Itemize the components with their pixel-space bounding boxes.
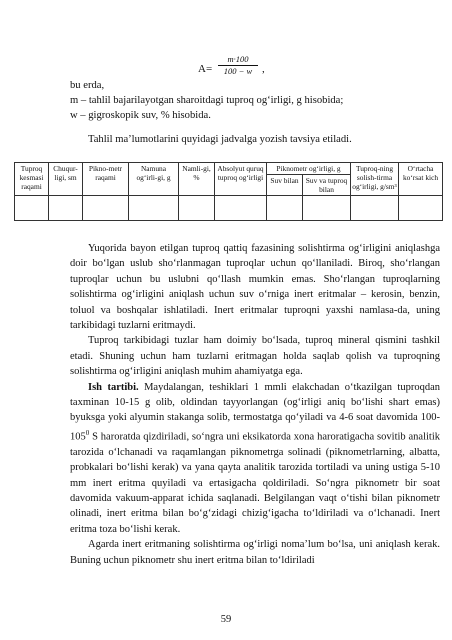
table-cell (399, 196, 443, 221)
header-cell: Chuqur-ligi, sm (49, 163, 83, 196)
header-cell: Tuproq kesmasi raqami (15, 163, 49, 196)
table-cell (179, 196, 215, 221)
definition-line: bu erda, (70, 80, 105, 91)
ish-tartibi-text: Maydalangan, teshiklari 1 mmli elakchadan o‘tkazilgan tuproqdan taxminan 10-15 g olib, oldindan tayyorlangan (og‘irligi aniq bo‘lishi shart emas) byuksga yoki alyumin stakanga solib, termostatga qo‘yiladi va 4-6 soat davomida 100-105 (70, 381, 440, 443)
degree-superscript: 0 (85, 428, 90, 437)
ish-tartibi-label: Ish tartibi. (88, 381, 139, 393)
subheader-cell: Suv bilan (267, 175, 303, 196)
body-text (70, 241, 440, 568)
formula-numerator: m·100 (227, 54, 249, 64)
definition-line: w – gigroskopik suv, % hisobida. (70, 110, 211, 121)
table-cell (49, 196, 83, 221)
subheader-cell: Suv va tuproq bilan (303, 175, 351, 196)
table-cell (215, 196, 267, 221)
header-cell: O‘rtacha ko‘rsat kich (399, 163, 443, 196)
table-cell (83, 196, 129, 221)
ish-tartibi-text-cont: S haroratda qizdiriladi, so‘ngra uni eksikatorda xona haroratigacha sovitib analitik tarozida o‘lchanadi va raqamlangan piknometrga solinadi (piknometrlarning, albatta, probkalari bo‘lishi kerak) va yana qayta analitik tarozida tortiladi va uning ustiga 5-10 mm inert eritma quyiladi va ertasigacha qoldiriladi. So‘ngra piknometr bir soat davomida vakuum-apparat ichida saqlanadi. Belgilangan vaqt o‘tishi bilan piknometr olinadi, inert eritma bilan bo‘g‘zidagi chizig‘igacha to‘ldiriladi va o‘lchanadi. Inert eritma toza bo‘lishi kerak. (70, 431, 440, 535)
header-cell: Pikno-metr raqami (83, 163, 129, 196)
paragraph: Tuproq tarkibidagi tuzlar ham doimiy bo‘lsada, tuproq mineral qismini tashkil etadi. Shuning uchun ham tuzlarni eritmagan holda saqlab qolish va tuproqning solishtirma og‘irligini aniqlash muhim ahamiyatga ega. (70, 335, 440, 378)
page-number: 59 (220, 614, 232, 625)
header-cell: Namli-gi, % (179, 163, 215, 196)
table-row (15, 196, 443, 221)
header-cell: Namuna og‘irli-gi, g (129, 163, 179, 196)
formula-fraction (216, 54, 260, 77)
paragraph: Agarda inert eritmaning solishtirma og‘irligi noma’lum bo‘lsa, uni aniqlash kerak. Buning uchun piknometr shu inert eritma bilan to‘ldiriladi (70, 539, 440, 566)
table-intro: Tahlil ma’lumotlarini quyidagi jadvalga yozish tavsiya etiladi. (88, 134, 352, 145)
table-cell (267, 196, 303, 221)
data-table (14, 162, 443, 221)
table-cell (303, 196, 351, 221)
formula-tail: , (262, 63, 265, 75)
formula-lhs: A= (198, 63, 213, 75)
table-header-row (15, 163, 443, 175)
formula-denominator: 100 − w (223, 66, 253, 76)
header-cell: Absolyut quruq tuproq og‘irligi (215, 163, 267, 196)
paragraph: Yuqorida bayon etilgan tuproq qattiq fazasining solishtirma og‘irligini aniqlashga doir bo‘lgan uslub sho‘rlanmagan tuproqlar uchun qo‘llaniladi. Biroq, sho‘rlangan tuproqlar uchun bu uslubni qo‘llash mumkin emas. Sho‘rlangan tuproqlarning solishtirma og‘irligini aniqlash uchun suv o‘rniga inert eritmalar – kerosin, benzin, toluol va boshqalar ishlatiladi. Inert eritmalar tuproqni yaxshi namlasa-da, uning tarkibidagi tuzlarni eritmaydi. (70, 243, 440, 332)
header-cell: Piknometr og‘irligi, g (267, 163, 351, 175)
header-cell: Tuproq-ning solish-tirma og‘irligi, g/sm³ (351, 163, 399, 196)
paragraph-ish-tartibi (70, 380, 440, 538)
table-cell (15, 196, 49, 221)
table-cell (129, 196, 179, 221)
definition-line: m – tahlil bajarilayotgan sharoitdagi tuproq og‘irligi, g hisobida; (70, 95, 344, 106)
table-cell (351, 196, 399, 221)
